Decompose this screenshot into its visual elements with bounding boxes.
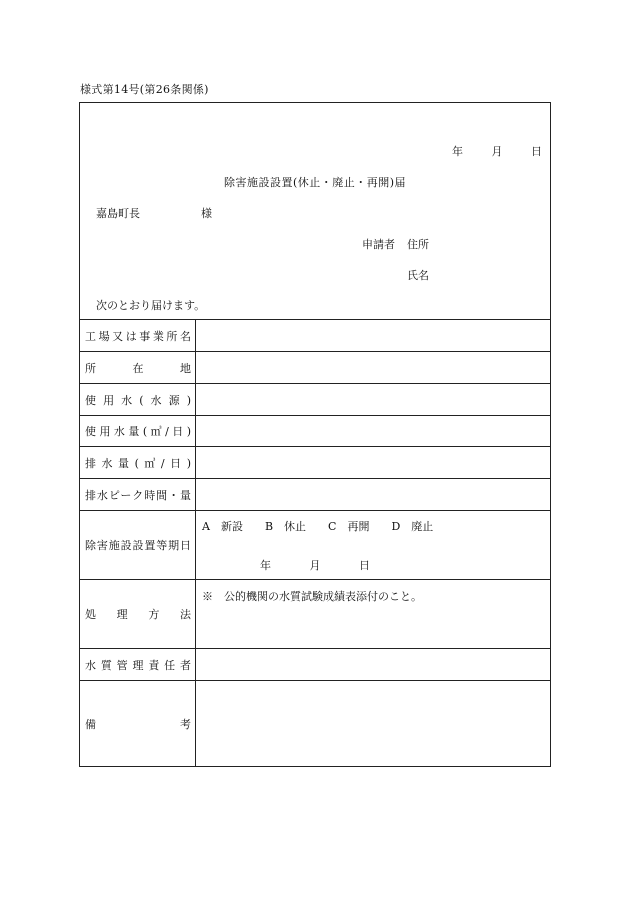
row-label	[80, 580, 196, 648]
addressee: 嘉島町長	[96, 207, 140, 220]
row-label	[80, 479, 196, 510]
row-label	[80, 416, 196, 446]
facility-date	[260, 557, 370, 573]
row-label	[80, 447, 196, 478]
row-water-usage	[80, 416, 550, 447]
form-frame	[79, 102, 551, 767]
notice-text: 次のとおり届けます。	[96, 299, 206, 312]
row-label	[80, 384, 196, 415]
remarks-field[interactable]	[196, 681, 550, 767]
row-discharge-volume	[80, 447, 550, 479]
water-usage-field[interactable]	[196, 416, 550, 446]
label-quality-manager: 水質管理責任者	[85, 658, 191, 672]
option-resume[interactable]: C 再開	[328, 520, 370, 533]
facility-type-options	[202, 518, 455, 534]
label-location: 所在地	[85, 361, 191, 375]
row-facility-date	[80, 511, 550, 580]
address-label: 住所	[407, 238, 429, 251]
treatment-method-field[interactable]	[196, 580, 550, 648]
submission-date	[452, 143, 542, 159]
row-discharge-peak	[80, 479, 550, 511]
honorific: 様	[201, 207, 212, 220]
label-water-usage: 使用水量(㎥/日)	[85, 425, 191, 438]
discharge-peak-field[interactable]	[196, 479, 550, 510]
form-table	[80, 320, 550, 767]
label-remarks: 備考	[85, 718, 191, 731]
row-location	[80, 352, 550, 384]
water-source-field[interactable]	[196, 384, 550, 415]
facility-year-label: 年	[260, 559, 271, 572]
row-label	[80, 681, 196, 767]
form-title: 除害施設設置(休止・廃止・再開)届	[223, 176, 407, 189]
discharge-volume-field[interactable]	[196, 447, 550, 478]
row-water-source	[80, 384, 550, 416]
row-label	[80, 511, 196, 579]
row-factory-name	[80, 320, 550, 352]
treatment-note: ※ 公的機関の水質試験成績表添付のこと。	[202, 590, 422, 603]
date-day-label: 日	[531, 145, 542, 158]
date-year-label: 年	[452, 145, 463, 158]
facility-month-label: 月	[309, 559, 321, 572]
date-month-label: 月	[491, 145, 503, 158]
option-new[interactable]: A 新設	[202, 520, 243, 533]
row-remarks	[80, 681, 550, 767]
label-facility-date: 除害施設設置等期日	[85, 539, 191, 552]
row-label	[80, 320, 196, 351]
label-factory-name: 工場又は事業所名	[85, 329, 191, 343]
row-quality-manager	[80, 649, 550, 681]
row-label	[80, 649, 196, 680]
row-treatment-method	[80, 580, 550, 649]
facility-day-label: 日	[359, 559, 370, 572]
label-discharge-volume: 排水量(㎥/日)	[85, 456, 191, 470]
factory-name-field[interactable]	[196, 320, 550, 351]
quality-manager-field[interactable]	[196, 649, 550, 680]
row-label	[80, 352, 196, 383]
form-number: 様式第14号(第26条関係)	[80, 83, 209, 96]
option-abolish[interactable]: D 廃止	[391, 520, 434, 533]
facility-date-field[interactable]	[196, 511, 550, 579]
label-water-source: 使用水(水源)	[85, 393, 191, 407]
applicant-label: 申請者	[362, 238, 395, 251]
form-header	[80, 103, 550, 320]
name-label: 氏名	[407, 269, 429, 282]
option-suspend[interactable]: B 休止	[264, 520, 307, 533]
label-treatment-method: 処理方法	[85, 608, 191, 621]
location-field[interactable]	[196, 352, 550, 383]
label-discharge-peak: 排水ピーク時間・量	[85, 488, 191, 502]
